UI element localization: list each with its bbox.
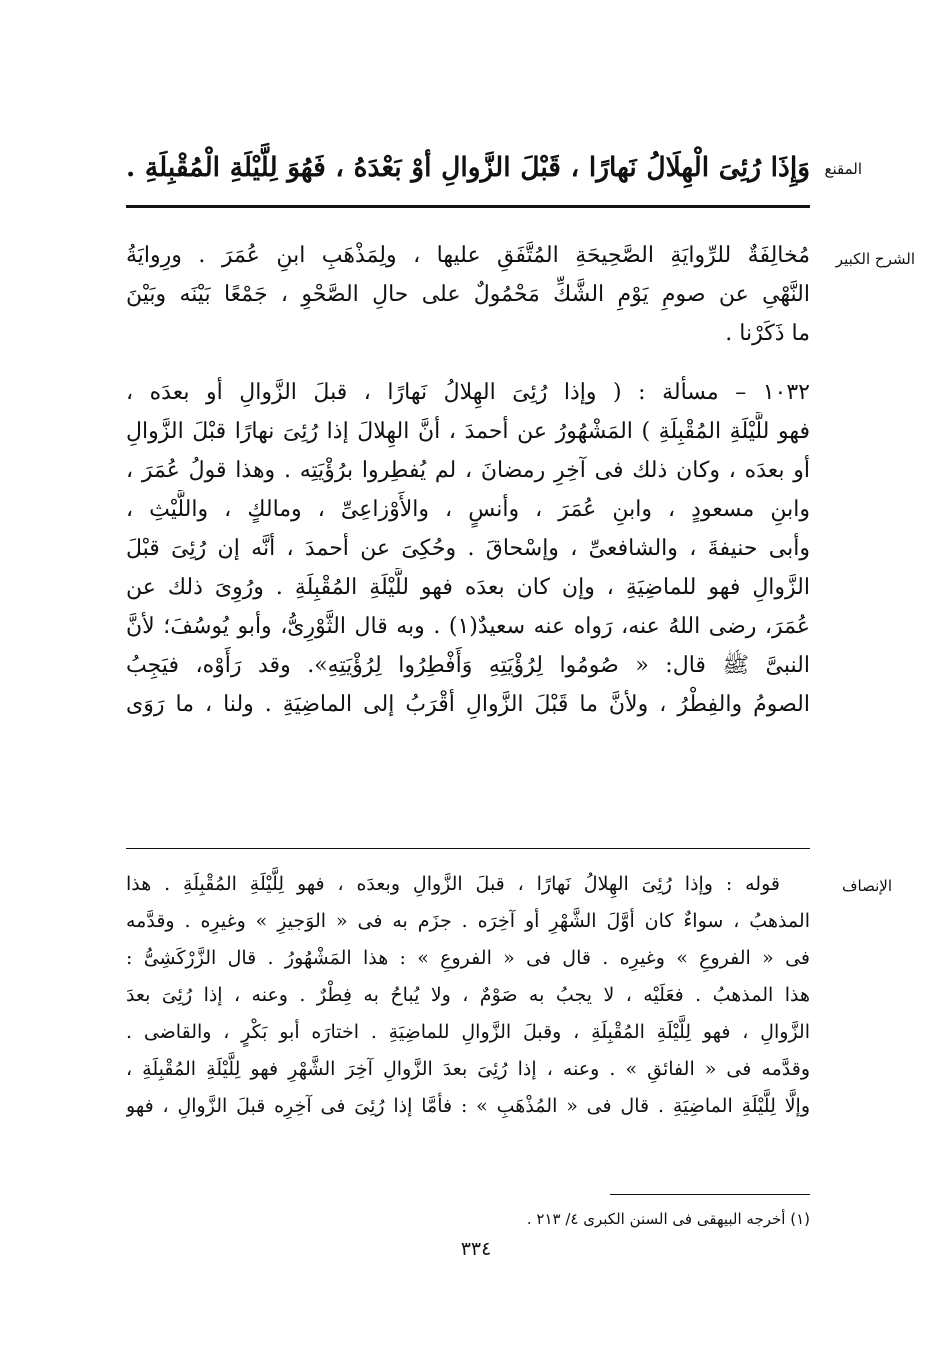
text-line: هذا المذهبُ . فعَلَيْه ، لا يجبُ به صَوْمٌ ، ولا يُباحُ به فِطْرٌ . وعنه ، إذا رُئِىَ بعدَ bbox=[126, 984, 810, 1006]
text-line: مُخالِفَةٌ للرِّوايَةِ الصَّحِيحَةِ المُتَّفَقِ عليها ، ولِمَذْهَبِ ابنِ عُمَرَ . ورِوايَةُ bbox=[126, 243, 810, 268]
text-line: الزَّوالِ ، فهو لِلَّيْلَةِ المُقْبِلَةِ ، وقبلَ الزَّوالِ للماضِيَةِ . اختارَه أبو بَكْرٍ ، والقاضى . bbox=[126, 1021, 810, 1043]
text-line: وقدَّمه فى « الفائقِ » . وعنه ، إذا رُئِىَ بعدَ الزَّوالِ آخِرَ الشَّهْرِ فهو لِلَّيْلَةِ المُقْبِلَةِ ، bbox=[126, 1058, 810, 1080]
text-line: وَإِذَا رُئِىَ الْهِلَالُ نَهارًا ، قَبْلَ الزَّوالِ أوْ بَعْدَهُ ، فَهُوَ لِلَّيْلَةِ الْمُقْبِلَةِ . bbox=[126, 152, 810, 183]
text-line: وإلَّا لِلَّيْلَةِ الماضِيَةِ . قال فى « المُذْهَبِ » : فأمَّا إذا رُئِىَ فى آخِرِه قبلَ الزَّوالِ ، فهو bbox=[126, 1095, 810, 1117]
text-line: الزَّوالِ فهو للماضِيَةِ ، وإن كان بعدَه فهو للَّيْلَةِ المُقْبِلَةِ . ورُوِىَ ذلك عن bbox=[126, 575, 810, 600]
text-line: أو بعدَه ، وكان ذلك فى آخِرِ رمضانَ ، لم يُفطِروا برُؤْيَتِه . وهذا قولُ عُمَرَ ، bbox=[126, 458, 810, 483]
text-line: النَّهْىِ عن صومِ يَوْمِ الشَّكِّ مَحْمُولٌ على حالِ الصَّحْوِ ، جَمْعًا بَيْنَه وبَيْنَ bbox=[126, 282, 810, 307]
footnote: (١) أخرجه البيهقى فى السنن الكبرى ٤/ ٢١٣ . bbox=[526, 1210, 810, 1228]
footnote-divider bbox=[610, 1194, 810, 1195]
text-line: النبىَّ ﷺ قال: « صُومُوا لِرُؤْيَتِهِ وَأَفْطِرُوا لِرُؤْيَتِهِ». وقد رَأَوْه، فيَجِبُ bbox=[126, 653, 810, 678]
muqni-text bbox=[126, 138, 810, 198]
text-line: الصومُ والفِطْرُ ، ولأنَّ ما قَبْلَ الزَّوالِ أقْرَبُ إلى الماضِيَةِ . ولنا ، ما رَوَى bbox=[126, 692, 810, 717]
text-line: ١٠٣٢ – مسألة : ( وإذا رُئِىَ الهِلالُ نَهارًا ، قبلَ الزَّوالِ أو بعدَه ، bbox=[126, 380, 810, 405]
page-number: ٣٣٤ bbox=[460, 1238, 492, 1260]
insaf-text bbox=[126, 866, 810, 1125]
text-line: وأبى حنيفةَ ، والشافعىِّ ، وإسْحاقَ . وحُكِىَ عن أحمدَ ، أنَّه إن رُئِىَ قبْلَ bbox=[126, 536, 810, 561]
sharh-text bbox=[126, 236, 810, 724]
insaf-label: الإنصاف bbox=[841, 877, 892, 895]
text-line: فى « الفروعِ » وغيرِه . قال فى « الفروعِ » : هذا المَشْهُورُ . قال الزَّرْكَشِىُّ : bbox=[126, 947, 810, 969]
muqni-label: المقنع bbox=[824, 160, 862, 178]
section-divider-thin bbox=[126, 848, 810, 849]
text-line: عُمَرَ، رضى اللهُ عنه، رَواه عنه سعيدٌ(١) . وبه قال الثَّوْرِىُّ، وأبو يُوسُفَ؛ لأنَّ bbox=[126, 614, 810, 639]
text-line: فهو للَّيْلَةِ المُقْبِلَةِ ) المَشْهُورُ عن أحمدَ ، أنَّ الهِلالَ إذا رُئِىَ نهارًا قبْلَ الزَّوالِ bbox=[126, 419, 810, 444]
text-line: وابنِ مسعودٍ ، وابنِ عُمَرَ ، وأنسٍ ، والأَوْزاعِىِّ ، ومالكٍ ، واللَّيْثِ ، bbox=[126, 497, 810, 522]
text-line: المذهبُ ، سواءٌ كان أوَّلَ الشَّهْرِ أو آخِرَه . جزَم به فى « الوَجيزِ » وغيرِه . وقدَّمه bbox=[126, 910, 810, 932]
sharh-label: الشرح الكبير bbox=[835, 250, 915, 268]
text-line: قوله : وإذا رُئِىَ الهِلالُ نَهارًا ، قبلَ الزَّوالِ وبعدَه ، فهو لِلَّيْلَةِ المُقْبِلَةِ . هذا bbox=[126, 873, 780, 895]
text-line: ما ذَكَرْنا . bbox=[725, 321, 810, 346]
section-divider-thick bbox=[126, 205, 810, 208]
